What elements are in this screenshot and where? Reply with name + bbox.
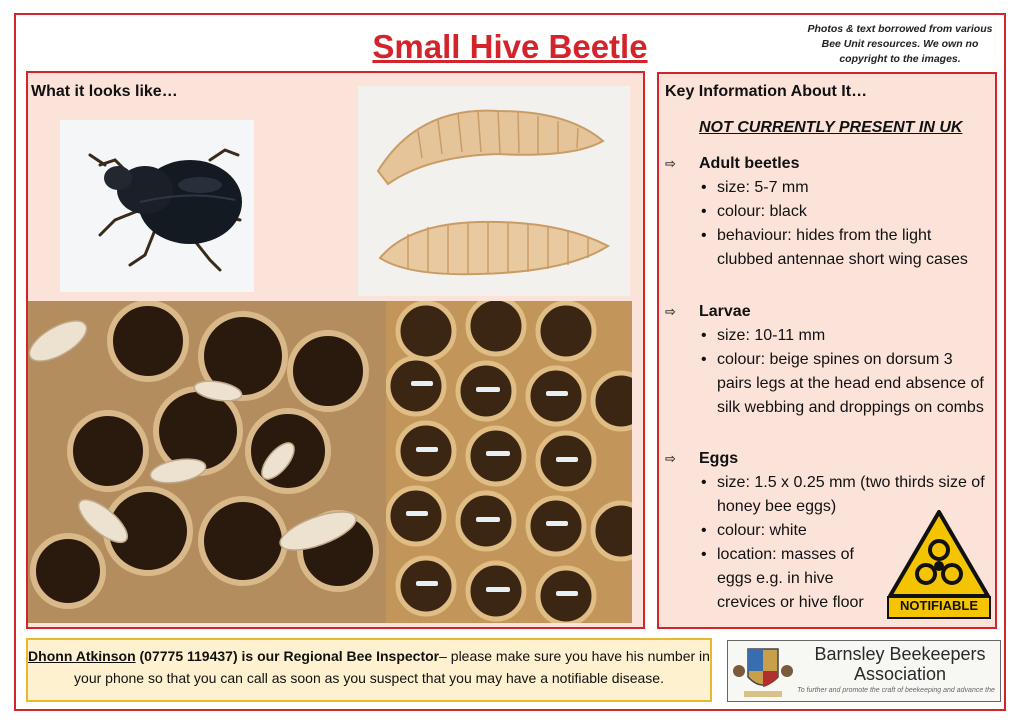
list-item: • size: 5-7 mm <box>697 176 991 200</box>
notifiable-label: NOTIFIABLE <box>900 598 978 613</box>
crest-icon <box>730 641 796 701</box>
section-adult-beetles <box>665 152 991 272</box>
key-info-heading: Key Information About It… <box>665 83 868 100</box>
arrow-icon: ⇨ <box>665 451 676 466</box>
inspector-phone: (07775 119437) <box>139 648 238 664</box>
section-title: Adult beetles <box>699 155 800 172</box>
association-tagline: To further and promote the craft of beekeeping and advance the <box>797 687 995 694</box>
comb-eggs-image <box>386 301 632 623</box>
adult-beetle-image <box>60 120 254 292</box>
inspector-role: is our Regional Bee Inspector <box>241 648 440 664</box>
list-item: • size: 10-11 mm <box>697 324 991 348</box>
list-item: • behaviour: hides from the light clubbed antennae short wing cases <box>697 224 991 272</box>
arrow-icon: ⇨ <box>665 156 676 171</box>
list-item: • colour: beige spines on dorsum 3 pairs legs at the head end absence of silk webbing and droppings on combs <box>697 348 991 420</box>
list-item: • location: masses of eggs e.g. in hive crevices or hive floor <box>697 543 877 615</box>
section-larvae <box>665 300 991 420</box>
section-title: Larvae <box>699 303 751 320</box>
appearance-heading: What it looks like… <box>31 83 178 100</box>
arrow-icon: ⇨ <box>665 304 676 319</box>
association-name: Barnsley Beekeepers Association <box>814 644 986 684</box>
notifiable-warning <box>886 508 992 620</box>
list-item: • size: 1.5 x 0.25 mm (two thirds size of honey bee eggs) <box>697 471 991 519</box>
credit-note: Photos & text borrowed from various Bee Unit resources. We own no copyright to the images. <box>807 23 993 65</box>
association-logo <box>727 640 1001 702</box>
status-note: NOT CURRENTLY PRESENT IN UK <box>699 119 963 136</box>
inspector-message: – please make sure you have his number in your phone so that you can call as soon as you suspect that you may have a notifiable disease. <box>74 648 710 686</box>
page-title: Small Hive Beetle <box>372 28 648 65</box>
list-item: • colour: black <box>697 200 991 224</box>
inspector-name: Dhonn Atkinson <box>28 648 136 664</box>
list-item: • colour: white <box>697 519 991 543</box>
inspector-notice <box>26 638 712 702</box>
larvae-image <box>358 86 630 296</box>
section-title: Eggs <box>699 450 739 467</box>
comb-larvae-image <box>28 301 386 623</box>
